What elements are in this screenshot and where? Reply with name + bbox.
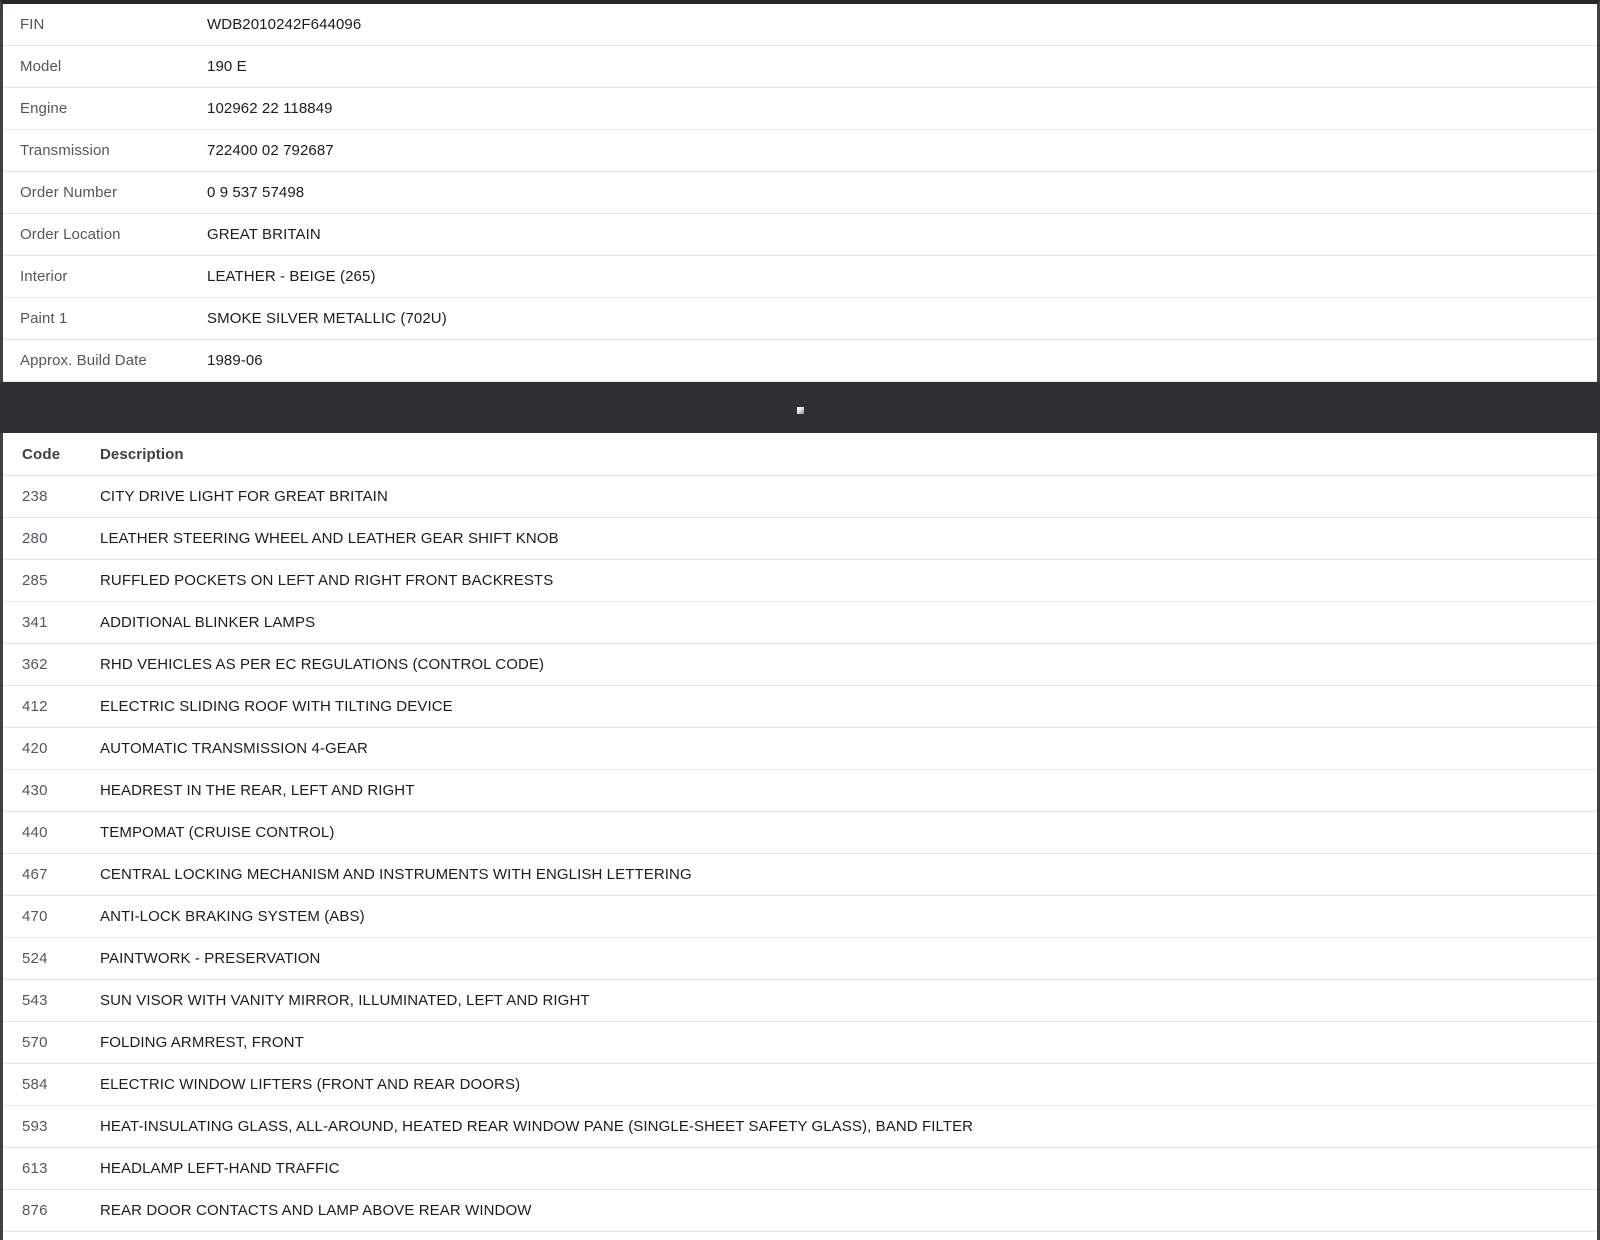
table-row (3, 1064, 1597, 1106)
option-description: REAR DOOR CONTACTS AND LAMP ABOVE REAR WINDOW (100, 1202, 532, 1219)
table-row (3, 728, 1597, 770)
vehicle-info-value: 722400 02 792687 (207, 142, 334, 159)
vehicle-info-value: LEATHER - BEIGE (265) (207, 268, 376, 285)
equipment-codes-table (3, 433, 1597, 1232)
option-description: AUTOMATIC TRANSMISSION 4-GEAR (100, 740, 368, 757)
option-code: 440 (22, 824, 48, 841)
vehicle-info-table (3, 4, 1597, 382)
vehicle-info-value: 1989-06 (207, 352, 263, 369)
vehicle-info-row (3, 172, 1597, 214)
option-code: 543 (22, 992, 48, 1009)
vehicle-info-row (3, 88, 1597, 130)
description-column-header: Description (100, 445, 184, 463)
option-description: ANTI-LOCK BRAKING SYSTEM (ABS) (100, 908, 365, 925)
option-description: CENTRAL LOCKING MECHANISM AND INSTRUMENTS WITH ENGLISH LETTERING (100, 866, 692, 883)
vehicle-info-label: Transmission (20, 142, 110, 159)
table-row (3, 896, 1597, 938)
table-header-row (3, 433, 1597, 476)
option-description: ADDITIONAL BLINKER LAMPS (100, 614, 316, 631)
option-description: ELECTRIC SLIDING ROOF WITH TILTING DEVICE (100, 698, 453, 715)
code-column-header: Code (22, 445, 61, 463)
option-code: 876 (22, 1202, 48, 1219)
option-code: 238 (22, 488, 48, 505)
section-divider-bar (0, 382, 1600, 433)
vehicle-info-row (3, 256, 1597, 298)
option-description: FOLDING ARMREST, FRONT (100, 1034, 304, 1051)
vehicle-info-label: Approx. Build Date (20, 352, 147, 369)
option-description: RHD VEHICLES AS PER EC REGULATIONS (CONTROL CODE) (100, 656, 545, 673)
vehicle-info-label: FIN (20, 16, 45, 33)
option-code: 420 (22, 740, 48, 757)
option-code: 613 (22, 1160, 48, 1177)
vehicle-info-label: Order Number (20, 184, 118, 201)
option-code: 280 (22, 530, 48, 547)
option-description: RUFFLED POCKETS ON LEFT AND RIGHT FRONT BACKRESTS (100, 572, 554, 589)
vehicle-info-value: 190 E (207, 58, 247, 75)
vehicle-info-row (3, 214, 1597, 256)
table-row (3, 1190, 1597, 1232)
vehicle-info-row (3, 4, 1597, 46)
vehicle-info-value: 102962 22 118849 (207, 100, 333, 117)
option-code: 470 (22, 908, 48, 925)
option-description: ELECTRIC WINDOW LIFTERS (FRONT AND REAR DOORS) (100, 1076, 521, 1093)
table-row (3, 476, 1597, 518)
vehicle-info-label: Interior (20, 268, 68, 285)
vehicle-info-value: 0 9 537 57498 (207, 184, 305, 201)
table-row (3, 686, 1597, 728)
vehicle-info-row (3, 130, 1597, 172)
option-code: 285 (22, 572, 48, 589)
table-row (3, 602, 1597, 644)
option-description: HEAT-INSULATING GLASS, ALL-AROUND, HEATED REAR WINDOW PANE (SINGLE-SHEET SAFETY GLASS), BAND FILTER (100, 1118, 974, 1135)
vehicle-info-label: Engine (20, 100, 68, 117)
option-code: 524 (22, 950, 48, 967)
option-code: 341 (22, 614, 48, 631)
option-code: 362 (22, 656, 48, 673)
option-description: SUN VISOR WITH VANITY MIRROR, ILLUMINATED, LEFT AND RIGHT (100, 992, 590, 1009)
option-code: 570 (22, 1034, 48, 1051)
missing-image-icon (797, 407, 804, 414)
table-row (3, 938, 1597, 980)
table-row (3, 1148, 1597, 1190)
vehicle-info-label: Paint 1 (20, 310, 68, 327)
vehicle-info-row (3, 298, 1597, 340)
vehicle-info-value: SMOKE SILVER METALLIC (702U) (207, 310, 447, 327)
option-description: HEADREST IN THE REAR, LEFT AND RIGHT (100, 782, 415, 799)
vehicle-info-value: GREAT BRITAIN (207, 226, 321, 243)
vehicle-info-row (3, 46, 1597, 88)
option-code: 593 (22, 1118, 48, 1135)
table-row (3, 770, 1597, 812)
table-row (3, 1022, 1597, 1064)
option-code: 412 (22, 698, 48, 715)
option-description: HEADLAMP LEFT-HAND TRAFFIC (100, 1160, 340, 1177)
table-row (3, 518, 1597, 560)
vehicle-info-label: Order Location (20, 226, 121, 243)
table-row (3, 980, 1597, 1022)
vehicle-info-label: Model (20, 58, 62, 75)
table-row (3, 644, 1597, 686)
table-row (3, 560, 1597, 602)
option-code: 430 (22, 782, 48, 799)
table-row (3, 854, 1597, 896)
option-description: TEMPOMAT (CRUISE CONTROL) (100, 824, 335, 841)
option-description: LEATHER STEERING WHEEL AND LEATHER GEAR SHIFT KNOB (100, 530, 559, 547)
table-row (3, 1106, 1597, 1148)
vehicle-info-value: WDB2010242F644096 (207, 16, 362, 33)
table-row (3, 812, 1597, 854)
option-description: PAINTWORK - PRESERVATION (100, 950, 321, 967)
option-code: 467 (22, 866, 48, 883)
vehicle-info-row (3, 340, 1597, 382)
option-description: CITY DRIVE LIGHT FOR GREAT BRITAIN (100, 488, 388, 505)
option-code: 584 (22, 1076, 48, 1093)
